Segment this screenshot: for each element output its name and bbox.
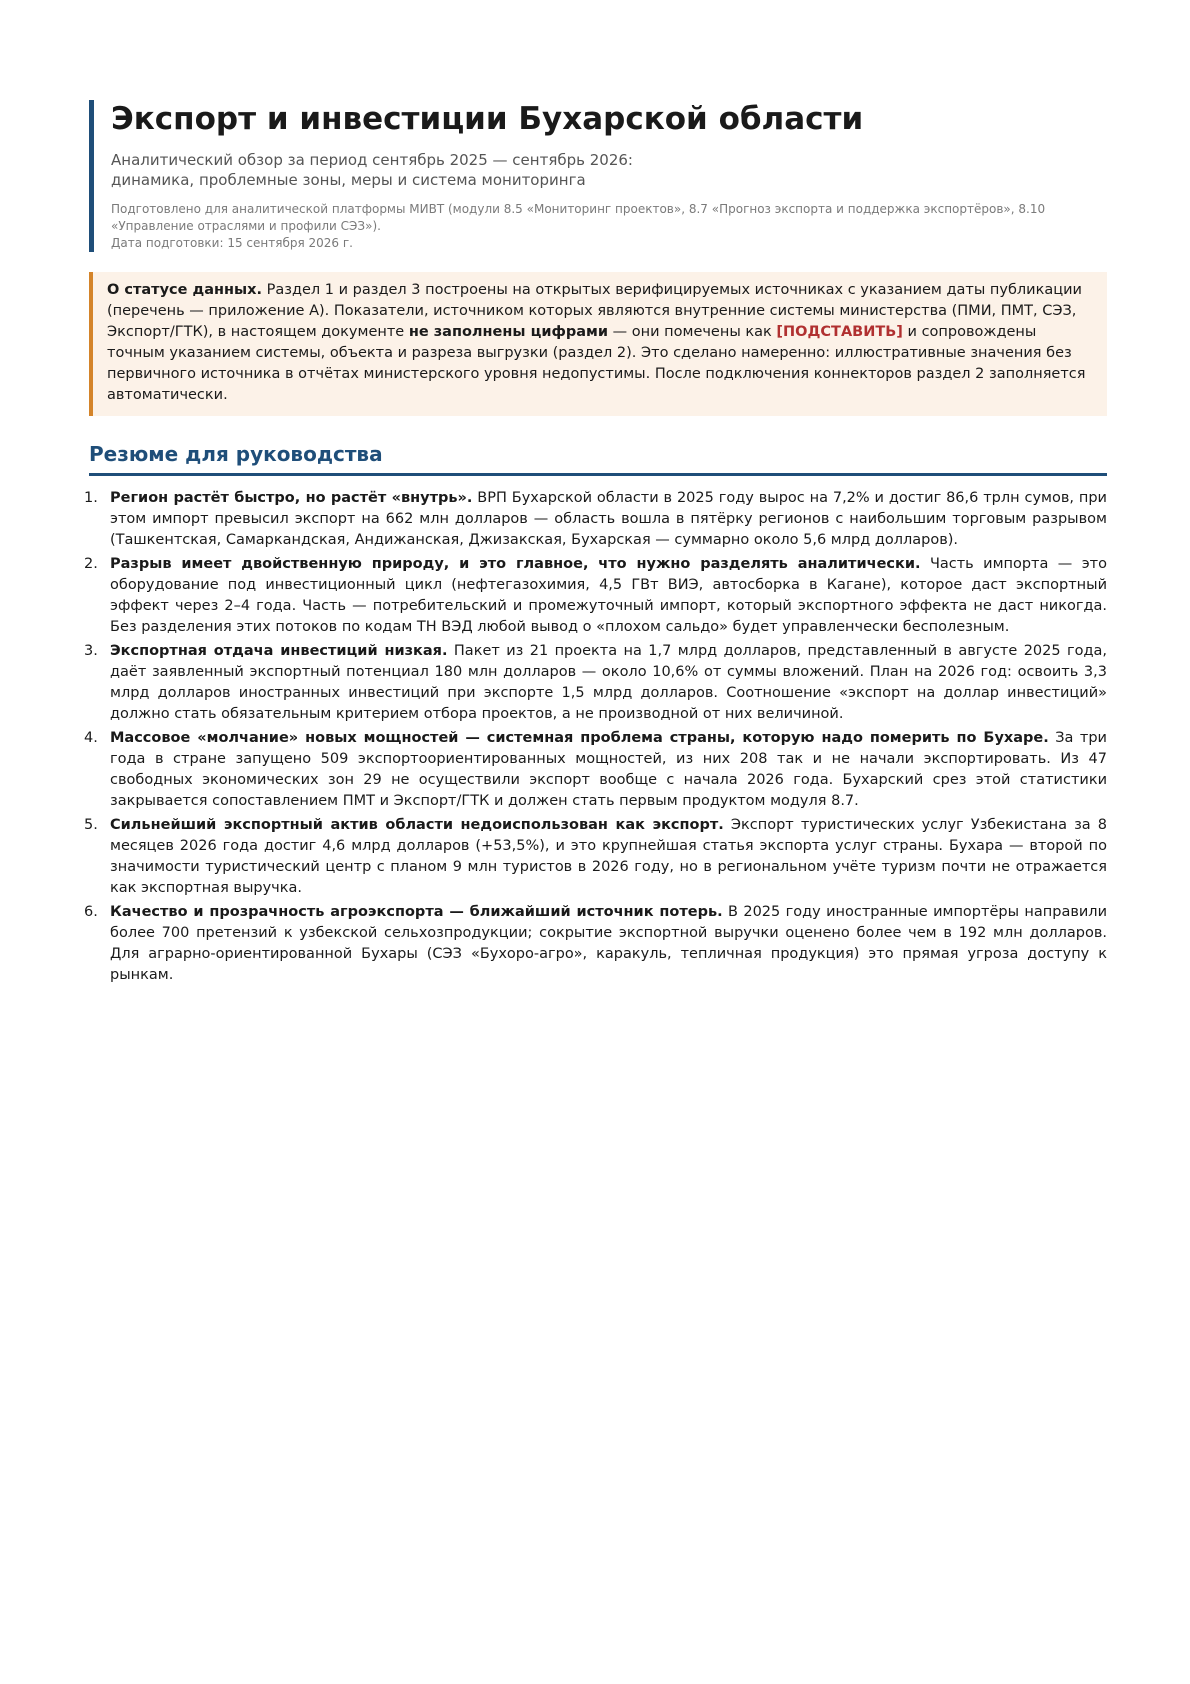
list-item-number: 1. — [84, 490, 98, 506]
list-item-text: За три года в стране запущено 509 экспортоориентированных мощностей, из них 208 так и не начали экспортировать. Из 47 свободных экономических зон 29 не осуществили экспорт вообще с начала 2026 года. Бухарский срез этой статистики закрывается сопоставлением ПМТ и Экспорт/ГТК и должен стать первым продуктом модуля 8.7. — [110, 730, 1107, 809]
list-item-lead: Экспортная отдача инвестиций низкая. — [110, 643, 448, 659]
list-item-number: 5. — [84, 817, 98, 833]
list-item-number: 3. — [84, 643, 98, 659]
list-item — [84, 488, 1107, 551]
notice-bold: не заполнены цифрами — [408, 324, 609, 340]
prepared-for: Подготовлено для аналитической платформы МИВТ (модули 8.5 «Мониторинг проектов», 8.7 «Прогноз экспорта и поддержка экспортёров», 8.10 «Управление отраслями и профили СЭЗ»). — [111, 202, 1046, 233]
list-item — [84, 902, 1107, 986]
title-block — [89, 100, 1107, 252]
prepared-info — [111, 201, 1107, 252]
data-status-notice — [89, 272, 1107, 416]
prepared-date: Дата подготовки: 15 сентября 2026 г. — [111, 236, 353, 250]
notice-lead: О статусе данных. — [107, 282, 262, 298]
list-item — [84, 641, 1107, 725]
list-item-lead: Регион растёт быстро, но растёт «внутрь». — [110, 490, 473, 506]
subtitle-line-1: Аналитический обзор за период сентябрь 2025 — сентябрь 2026: — [111, 151, 633, 169]
list-item — [84, 554, 1107, 638]
document-page — [84, 100, 1107, 989]
list-item-text: В 2025 году иностранные импортёры направили более 700 претензий к узбекской сельхозпродукции; сокрытие экспортной выручки оценено более чем в 192 млн долларов. Для аграрно-ориентированной Бухары (СЭЗ «Бухоро-агро», каракуль, тепличная продукция) это прямая угроза доступу к рынкам. — [110, 904, 1107, 983]
list-item-number: 2. — [84, 556, 98, 572]
list-item-number: 6. — [84, 904, 98, 920]
list-item-text: Пакет из 21 проекта на 1,7 млрд долларов, представленный в августе 2025 года, даёт заявленный экспортный потенциал 180 млн долларов — около 10,6% от суммы вложений. План на 2026 год: освоить 3,3 млрд долларов иностранных инвестиций при экспорте 1,5 млрд долларов. Соотношение «экспорт на доллар инвестиций» должно стать обязательным критерием отбора проектов, а не производной от них величиной. — [110, 643, 1107, 722]
notice-text-3: и сопровождены точным указанием системы, объекта и разреза выгрузки (раздел 2). Это сделано намеренно: иллюстративные значения без первичного источника в отчётах министерского уровня недопустимы. После подключения коннекторов раздел 2 заполняется автоматически. — [107, 324, 1086, 403]
subtitle-line-2: динамика, проблемные зоны, меры и система мониторинга — [111, 171, 586, 189]
summary-list — [84, 488, 1107, 986]
subtitle — [111, 150, 1107, 190]
notice-text-2: — они помечены как — [608, 324, 777, 340]
list-item-lead: Сильнейший экспортный актив области недоиспользован как экспорт. — [110, 817, 724, 833]
list-item-lead: Качество и прозрачность агроэкспорта — ближайший источник потерь. — [110, 904, 723, 920]
notice-text-1: Раздел 1 и раздел 3 построены на открытых верифицируемых источниках с указанием даты публикации (перечень — приложение А). Показатели, источником которых являются внутренние системы министерства (ПМИ, ПМТ, СЭЗ, Экспорт/ГТК), в настоящем документе — [107, 282, 1082, 340]
page-title: Экспорт и инвестиции Бухарской области — [111, 101, 864, 137]
list-item-text: Экспорт туристических услуг Узбекистана за 8 месяцев 2026 года достиг 4,6 млрд долларов (+53,5%), и это крупнейшая статья экспорта услуг страны. Бухара — второй по значимости туристический центр с планом 9 млн туристов в 2026 году, но в региональном учёте туризм почти не отражается как экспортная выручка. — [110, 817, 1107, 896]
list-item-lead: Массовое «молчание» новых мощностей — системная проблема страны, которую надо померить по Бухаре. — [110, 730, 1049, 746]
list-item-lead: Разрыв имеет двойственную природу, и это главное, что нужно разделять аналитически. — [110, 556, 921, 572]
list-item-text: ВРП Бухарской области в 2025 году вырос на 7,2% и достиг 86,6 трлн сумов, при этом импорт превысил экспорт на 662 млн долларов — область вошла в пятёрку регионов с наибольшим торговым разрывом (Ташкентская, Самаркандская, Андижанская, Джизакская, Бухарская — суммарно около 5,6 млрд долларов). — [110, 490, 1107, 548]
list-item-number: 4. — [84, 730, 98, 746]
list-item — [84, 815, 1107, 899]
list-item — [84, 728, 1107, 812]
placeholder-tag: [ПОДСТАВИТЬ] — [776, 324, 903, 340]
list-item-text: Часть импорта — это оборудование под инвестиционный цикл (нефтегазохимия, 4,5 ГВт ВИЭ, автосборка в Кагане), которое даст экспортный эффект через 2–4 года. Часть — потребительский и промежуточный импорт, который экспортного эффекта не даст никогда. Без разделения этих потоков по кодам ТН ВЭД любой вывод о «плохом сальдо» будет управленчески бесполезным. — [110, 556, 1107, 635]
section-heading-summary: Резюме для руководства — [89, 442, 1107, 476]
